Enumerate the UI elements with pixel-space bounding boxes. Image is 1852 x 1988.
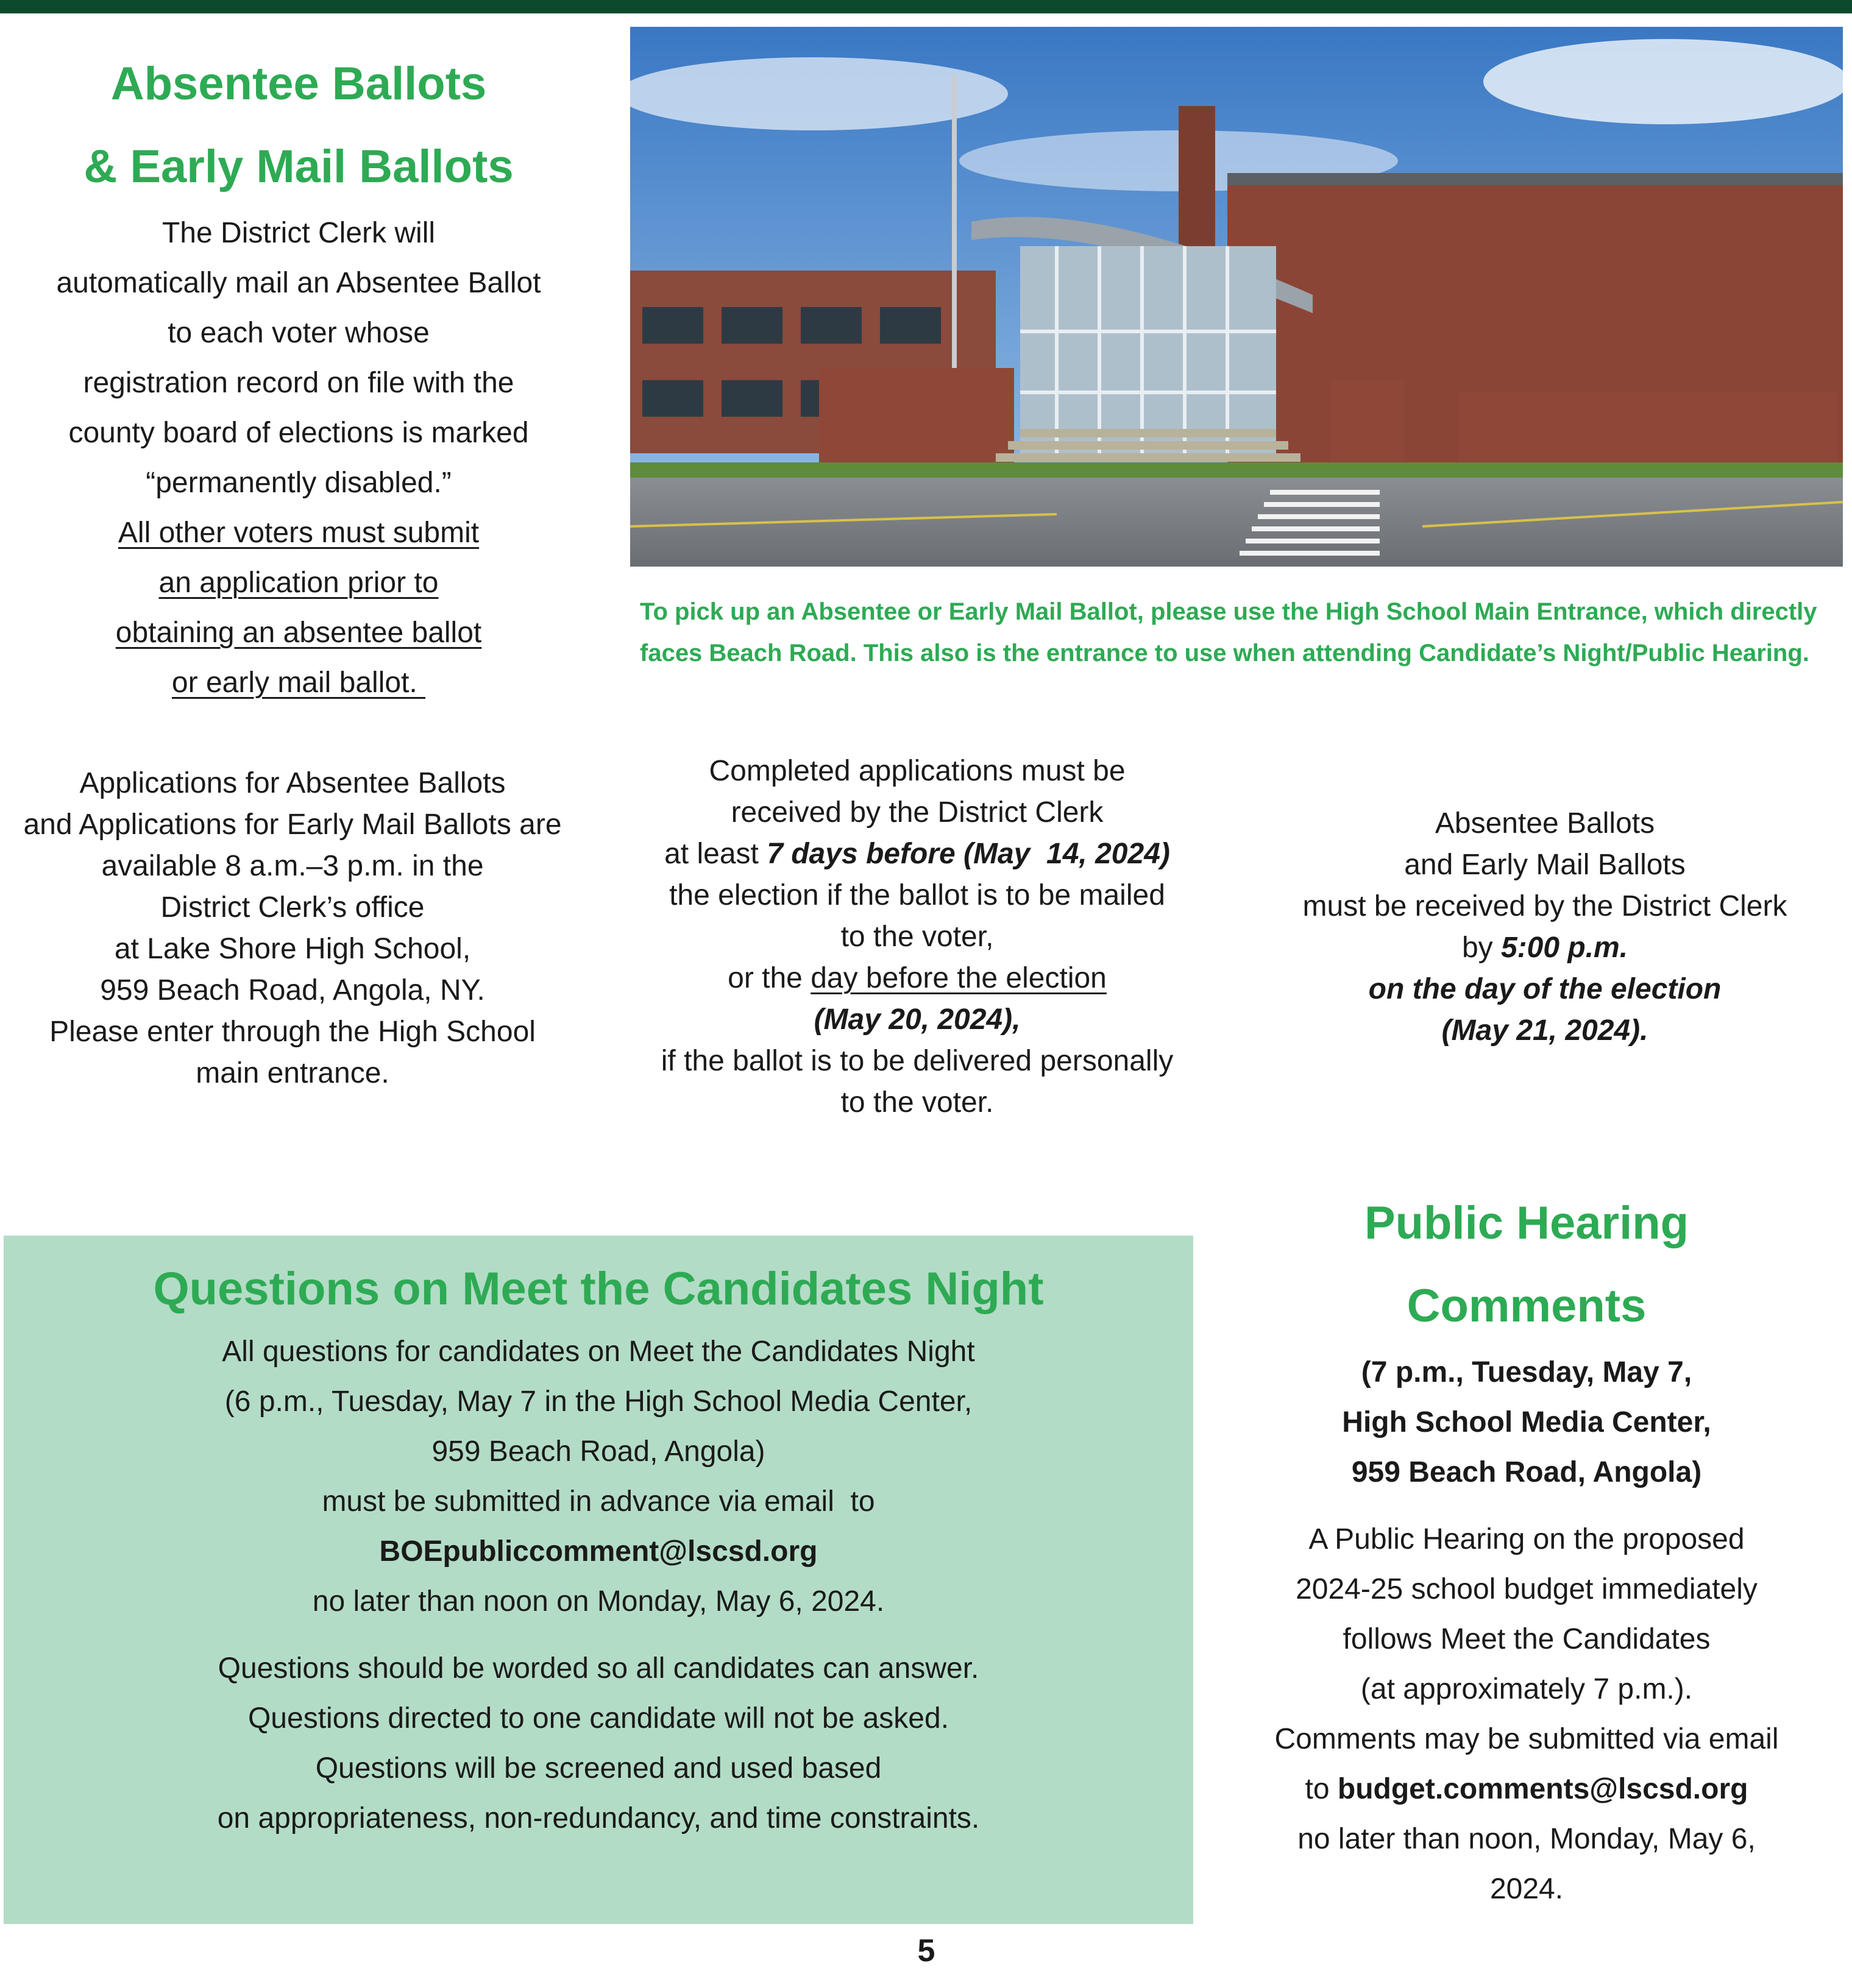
budget-email: budget.comments@lscsd.org	[1337, 1773, 1748, 1805]
applications-line: available 8 a.m.–3 p.m. in the	[101, 850, 484, 882]
absentee-underlined-line: or early mail ballot.	[171, 667, 426, 699]
school-entrance-photo	[630, 27, 1843, 567]
applications-line: 959 Beach Road, Angola, NY.	[100, 974, 485, 1006]
hearing-text: to	[1305, 1773, 1338, 1805]
hearing-line: A Public Hearing on the proposed	[1308, 1523, 1745, 1555]
absentee-line: automatically mail an Absentee Ballot	[56, 267, 541, 299]
hearing-line: follows Meet the Candidates	[1343, 1623, 1711, 1655]
photo-caption	[640, 591, 1840, 674]
absentee-line: registration record on file with the	[83, 367, 514, 399]
deadline-day: on the day of the election	[1368, 973, 1722, 1005]
questions-line: Questions directed to one candidate will not be asked.	[247, 1702, 949, 1735]
boe-email: BOEpubliccomment@lscsd.org	[379, 1535, 818, 1568]
deadline-line	[1243, 927, 1847, 969]
absentee-section	[12, 43, 585, 708]
deadline-line: and Early Mail Ballots	[1404, 849, 1686, 881]
absentee-underlined-line: obtaining an absentee ballot	[115, 617, 482, 649]
applications-line: Please enter through the High School	[49, 1016, 536, 1048]
completed-line	[616, 958, 1219, 999]
completed-line: the election if the ballot is to be mailed	[669, 879, 1165, 911]
questions-line: 959 Beach Road, Angola)	[431, 1435, 765, 1468]
absentee-underlined-line: All other voters must submit	[118, 517, 480, 549]
top-rule	[0, 0, 1852, 13]
questions-box	[4, 1236, 1193, 1924]
questions-line: on appropriateness, non-redundancy, and time constraints.	[217, 1802, 980, 1834]
hearing-sub-line: (7 p.m., Tuesday, May 7,	[1361, 1356, 1692, 1388]
questions-body	[4, 1327, 1193, 1844]
absentee-title-line2: & Early Mail Ballots	[83, 141, 514, 193]
personal-deadline-date: (May 20, 2024),	[814, 1003, 1021, 1036]
hearing-subtitle	[1219, 1348, 1834, 1498]
completed-line: to the voter,	[840, 921, 994, 953]
hearing-sub-line: High School Media Center,	[1342, 1406, 1711, 1438]
questions-line: must be submitted in advance via email to	[322, 1485, 875, 1518]
day-before-election: day before the election	[811, 962, 1107, 994]
applications-line: Applications for Absentee Ballots	[79, 767, 506, 799]
absentee-underlined-line: an application prior to	[158, 567, 439, 599]
hearing-line	[1219, 1764, 1834, 1814]
hearing-line: (at approximately 7 p.m.).	[1360, 1673, 1693, 1705]
completed-block	[616, 751, 1219, 1123]
hearing-line: 2024.	[1489, 1873, 1564, 1905]
school-entrance-illustration	[630, 27, 1843, 567]
applications-line: and Applications for Early Mail Ballots are	[23, 808, 562, 841]
completed-line: to the voter.	[840, 1086, 994, 1119]
page-number: 5	[917, 1933, 935, 1969]
hearing-sub-line: 959 Beach Road, Angola)	[1351, 1456, 1702, 1488]
completed-line: Completed applications must be	[709, 755, 1126, 787]
absentee-line: The District Clerk will	[161, 217, 436, 249]
absentee-title-line1: Absentee Ballots	[110, 58, 487, 110]
questions-line: no later than noon on Monday, May 6, 2024.	[312, 1585, 885, 1618]
completed-line: if the ballot is to be delivered personally	[661, 1045, 1174, 1077]
deadline-block	[1243, 803, 1847, 1052]
completed-text: at least	[664, 838, 767, 870]
hearing-line: 2024-25 school budget immediately	[1296, 1573, 1758, 1605]
questions-line: (6 p.m., Tuesday, May 7 in the High School Media Center,	[224, 1385, 973, 1418]
questions-title: Questions on Meet the Candidates Night	[153, 1263, 1044, 1315]
hearing-line: Comments may be submitted via email	[1274, 1723, 1779, 1755]
hearing-title-line2: Comments	[1407, 1280, 1647, 1332]
absentee-line: county board of elections is marked	[68, 417, 529, 449]
absentee-line: “permanently disabled.”	[146, 467, 452, 499]
hearing-title-line1: Public Hearing	[1364, 1197, 1689, 1249]
hearing-line: no later than noon, Monday, May 6,	[1297, 1823, 1756, 1855]
absentee-line: to each voter whose	[168, 317, 430, 349]
applications-block	[0, 763, 585, 1094]
applications-line: District Clerk’s office	[160, 891, 425, 924]
questions-line: Questions should be worded so all candidates can answer.	[218, 1652, 979, 1685]
completed-line	[616, 833, 1219, 875]
hearing-title	[1219, 1182, 1834, 1348]
deadline-date: (May 21, 2024).	[1441, 1014, 1648, 1047]
deadline-text: by	[1461, 932, 1501, 964]
questions-line: All questions for candidates on Meet the Candidates Night	[222, 1335, 975, 1368]
completed-text: or the	[728, 962, 811, 994]
hearing-section	[1219, 1182, 1834, 1914]
mail-deadline-date: 7 days before (May 14, 2024)	[767, 838, 1170, 870]
hearing-body	[1219, 1515, 1834, 1914]
caption-line1: To pick up an Absentee or Early Mail Ballot, please use the High School Main Entrance, which directly	[640, 598, 1817, 625]
deadline-line: must be received by the District Clerk	[1302, 890, 1787, 922]
caption-line2: faces Beach Road. This also is the entrance to use when attending Candidate’s Night/Public Hearing.	[640, 640, 1809, 667]
deadline-time: 5:00 p.m.	[1500, 932, 1628, 964]
applications-line: at Lake Shore High School,	[114, 933, 471, 965]
absentee-body	[12, 208, 585, 708]
absentee-title	[12, 43, 585, 208]
applications-line: main entrance.	[196, 1057, 389, 1089]
deadline-line: Absentee Ballots	[1435, 807, 1655, 840]
questions-line: Questions will be screened and used based	[315, 1752, 882, 1785]
completed-line: received by the District Clerk	[731, 796, 1104, 829]
